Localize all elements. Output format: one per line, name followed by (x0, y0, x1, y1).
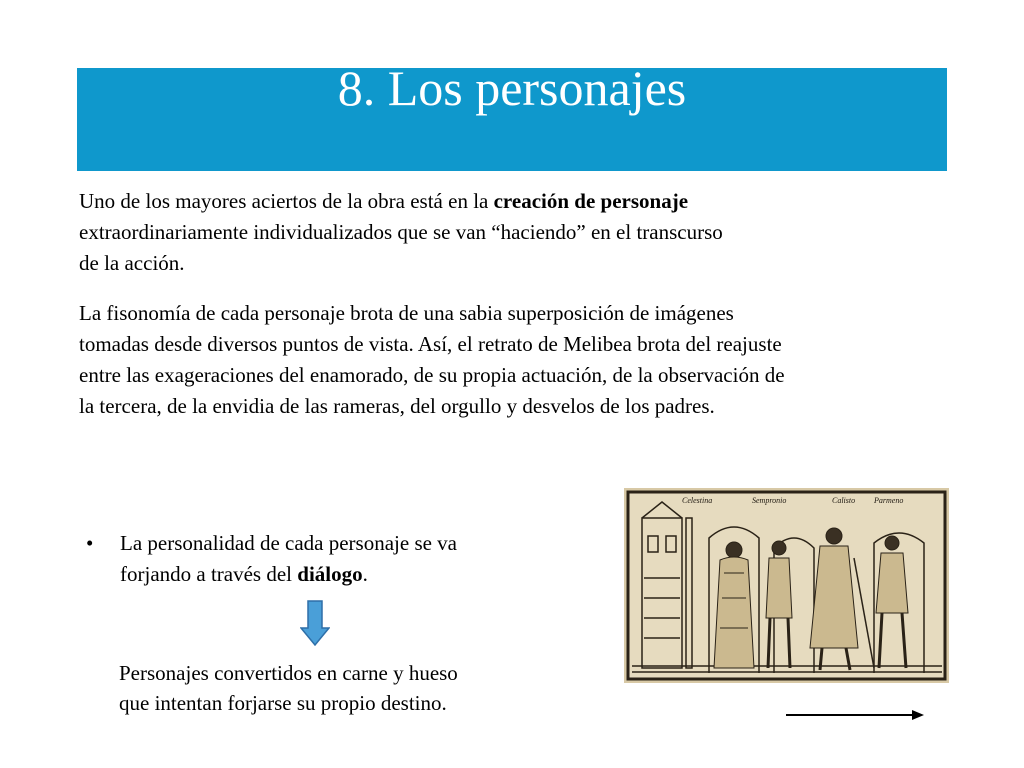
result-line-2: que intentan forjarse su propio destino. (119, 691, 447, 715)
woodcut-label-celestina: Celestina (682, 496, 713, 505)
result-text (119, 658, 559, 718)
woodcut-label-calisto: Calisto (832, 496, 856, 505)
paragraph-2-line-1: La fisonomía de cada personaje brota de una sabia superposición de imágenes (79, 301, 734, 325)
bullet-line-1: La personalidad de cada personaje se va (120, 531, 458, 555)
down-arrow-icon (300, 600, 330, 646)
woodcut-illustration (624, 488, 949, 683)
right-arrow-icon (786, 706, 926, 724)
slide-title: 8. Los personajes (337, 60, 687, 116)
paragraph-1-line-2: extraordinariamente individualizados que se van “haciendo” en el transcurso (79, 220, 723, 244)
paragraph-1 (79, 186, 959, 279)
bullet-marker: • (86, 531, 94, 555)
open-quote: “ (491, 220, 501, 244)
paragraph-2-line-4: la tercera, de la envidia de las rameras, del orgullo y desvelos de los padres. (79, 394, 715, 418)
bullet-text (120, 528, 457, 590)
paragraph-1-line-3: de la acción. (79, 251, 185, 275)
paragraph-2-line-3: entre las exageraciones del enamorado, de su propia actuación, de la observación de (79, 363, 785, 387)
emphasis-dialogo: diálogo (297, 562, 363, 586)
emphasis-creacion: creación de personaje (493, 189, 689, 213)
paragraph-1-line-1: Uno de los mayores aciertos de la obra está en la creación de personaje (79, 189, 689, 213)
woodcut-label-sempronio: Sempronio (752, 496, 787, 505)
woodcut-label-parmeno: Parmeno (874, 496, 904, 505)
quoted-word: haciendo (500, 220, 577, 244)
paragraph-2-line-2: tomadas desde diversos puntos de vista. Así, el retrato de Melibea brota del reajuste (79, 332, 782, 356)
bullet-line-2: forjando a través del diálogo. (120, 562, 368, 586)
result-line-1: Personajes convertidos en carne y hueso (119, 661, 458, 685)
paragraph-2 (79, 298, 959, 422)
close-quote: ” (576, 220, 586, 244)
